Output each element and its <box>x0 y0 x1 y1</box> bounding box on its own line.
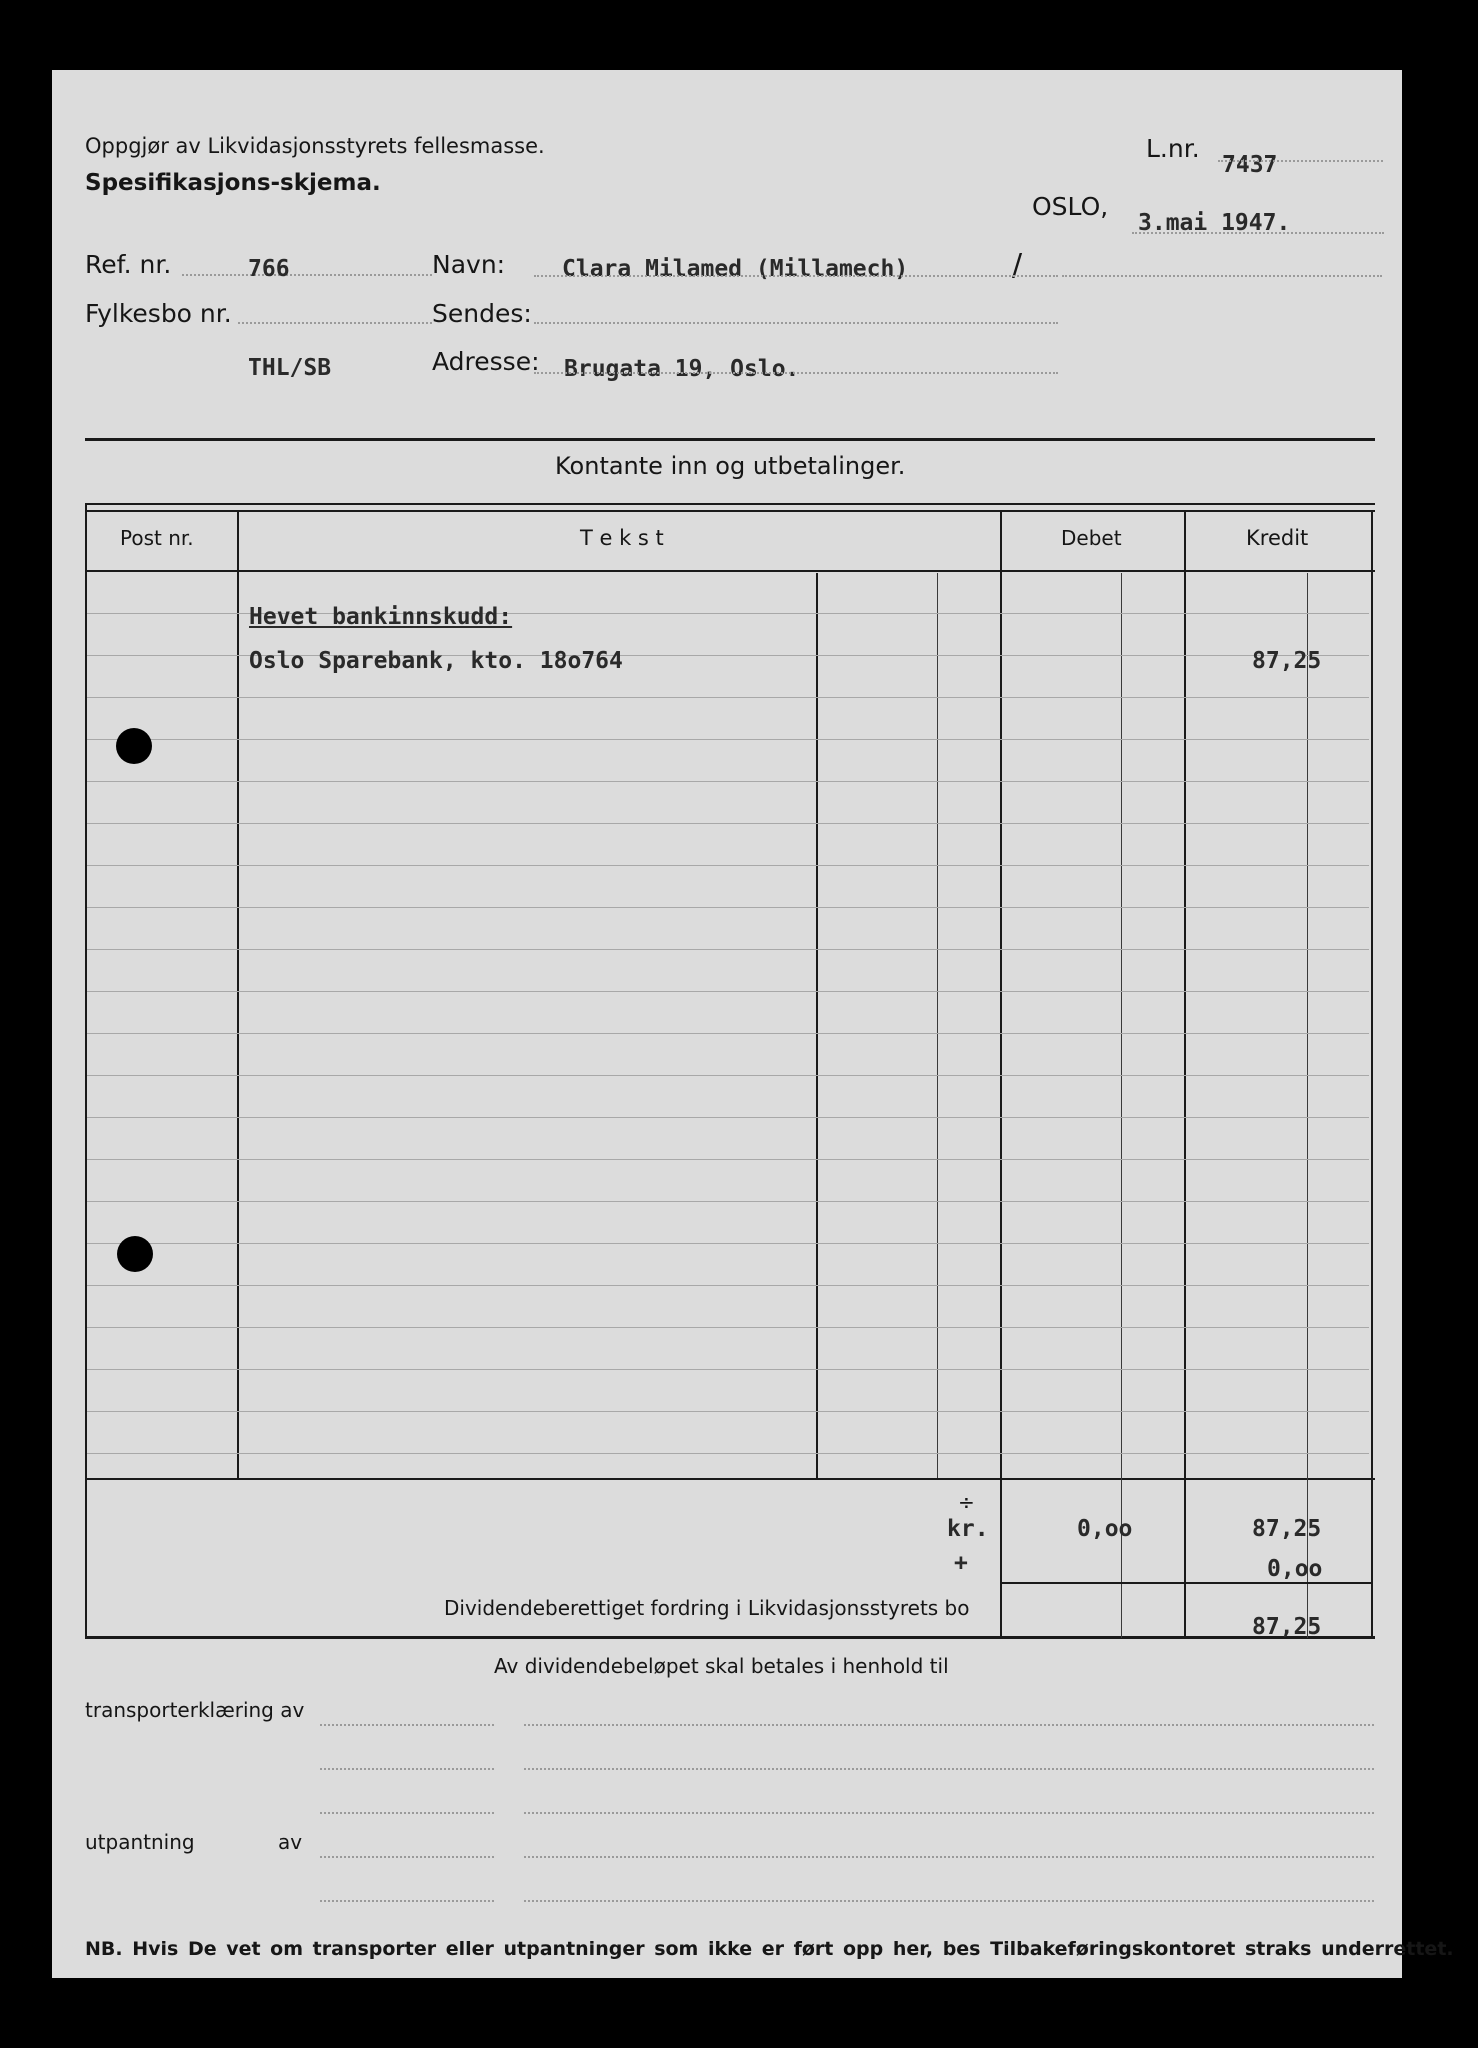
utpantning-line-short <box>320 1856 494 1858</box>
transport-line-long <box>524 1768 1374 1770</box>
row-1-tekst: Hevet bankinnskudd: <box>249 604 513 630</box>
punch-hole-icon <box>116 728 152 764</box>
row-rule <box>87 991 1369 992</box>
tekst-inner-divider-1 <box>816 573 818 1478</box>
plus-sign: + <box>954 1550 968 1576</box>
ref-label: Ref. nr. <box>85 250 172 279</box>
navn-label: Navn: <box>432 250 506 279</box>
row-2-tekst: Oslo Sparebank, kto. 18o764 <box>249 648 623 674</box>
navn-value: Clara Milamed (Millamech) <box>562 256 909 282</box>
row-rule <box>87 1201 1369 1202</box>
table-left-border <box>85 503 87 1638</box>
adresse-label: Adresse: <box>432 347 540 376</box>
header-debet: Debet <box>1061 526 1122 550</box>
payment-heading: Av dividendebeløpet skal betales i henhold til <box>494 1654 949 1678</box>
row-rule <box>87 781 1369 782</box>
row-rule <box>87 1285 1369 1286</box>
row-rule <box>87 865 1369 866</box>
table-right-border <box>1371 510 1373 1638</box>
sendes-dotline <box>534 322 1058 324</box>
debet-col-left <box>1000 510 1002 1638</box>
kredit-col-left <box>1184 510 1186 1638</box>
dividend-label: Dividendeberettiget fordring i Likvidasjonsstyrets bo <box>444 1596 970 1620</box>
lnr-label: L.nr. <box>1146 134 1200 163</box>
header-tekst: T e k s t <box>580 526 664 550</box>
lnr-value: 7437 <box>1222 152 1278 178</box>
header-kredit: Kredit <box>1246 526 1309 550</box>
transport-line-short <box>320 1724 494 1726</box>
debet-total: 0,oo <box>1077 1516 1133 1542</box>
form-sheet <box>52 70 1454 1978</box>
utpantning-line-long <box>524 1900 1374 1902</box>
transport-line-long <box>524 1812 1374 1814</box>
row-rule <box>87 1159 1369 1160</box>
utpantning-line-short <box>320 1900 494 1902</box>
utpantning-label: utpantning <box>85 1830 195 1854</box>
utpantning-line-long <box>524 1856 1374 1858</box>
row-rule <box>87 1117 1369 1118</box>
org-line: Oppgjør av Likvidasjonsstyrets fellesmasse. <box>85 134 545 158</box>
totals-sum-rule <box>1000 1582 1371 1584</box>
footer-note: NB. Hvis De vet om transporter eller utpantninger som ikke er ført opp her, bes Tilbakeføringskontoret straks underrettet. <box>85 1938 1454 1960</box>
ref-dotline <box>182 274 432 276</box>
ref-value: 766 <box>248 256 290 282</box>
fylkesbo-label: Fylkesbo nr. <box>85 299 232 328</box>
transport-label: transporterklæring av <box>85 1698 305 1722</box>
minus-sign: ÷ <box>958 1490 975 1514</box>
section-title: Kontante inn og utbetalinger. <box>555 452 906 480</box>
row-rule <box>87 1243 1369 1244</box>
punch-hole-icon <box>117 1236 153 1272</box>
kredit-total: 87,25 <box>1252 1516 1322 1542</box>
transport-line-long <box>524 1724 1374 1726</box>
utpantning-av-label: av <box>278 1830 303 1854</box>
navn-mark: / <box>1012 248 1023 283</box>
adresse-value: Brugata 19, Oslo. <box>564 356 800 382</box>
table-bottom-rule <box>85 1636 1375 1639</box>
table-header-rule <box>85 570 1375 572</box>
row-rule <box>87 1453 1369 1454</box>
dividend-value: 87,25 <box>1252 1614 1322 1640</box>
row-rule <box>87 1075 1369 1076</box>
sendes-label: Sendes: <box>432 299 532 328</box>
row-rule <box>87 823 1369 824</box>
transport-line-short <box>320 1768 494 1770</box>
kredit-ore-divider <box>1307 573 1308 1638</box>
row-rule <box>87 697 1369 698</box>
date-dotline <box>1132 232 1384 234</box>
header-post: Post nr. <box>120 526 194 550</box>
row-rule <box>87 907 1369 908</box>
table-top-rule-inner <box>85 510 1375 512</box>
kr-label: kr. <box>947 1516 989 1542</box>
form-title: Spesifikasjons-skjema. <box>85 170 381 196</box>
lnr-dotline <box>1218 160 1383 162</box>
navn-dotline <box>534 275 1058 277</box>
fylkesbo-dotline <box>238 322 432 324</box>
row-rule <box>87 1411 1369 1412</box>
row-rule <box>87 949 1369 950</box>
row-rule <box>87 739 1369 740</box>
navn-dotline-right <box>1062 275 1382 277</box>
adresse-dotline <box>534 372 1058 374</box>
tekst-inner-divider-2 <box>937 573 938 1478</box>
section-top-rule <box>85 438 1375 441</box>
row-2-kredit: 87,25 <box>1252 648 1322 674</box>
place-label: OSLO, <box>1032 192 1109 221</box>
table-body-bottom-rule <box>85 1478 1375 1480</box>
row-rule <box>87 1327 1369 1328</box>
row-rule <box>87 1369 1369 1370</box>
table-top-rule <box>85 503 1375 505</box>
date-value: 3.mai 1947. <box>1138 210 1291 236</box>
initials: THL/SB <box>248 355 332 381</box>
row-rule <box>87 1033 1369 1034</box>
kredit-minus: 0,oo <box>1267 1556 1323 1582</box>
transport-line-short <box>320 1812 494 1814</box>
debet-ore-divider <box>1121 573 1122 1638</box>
